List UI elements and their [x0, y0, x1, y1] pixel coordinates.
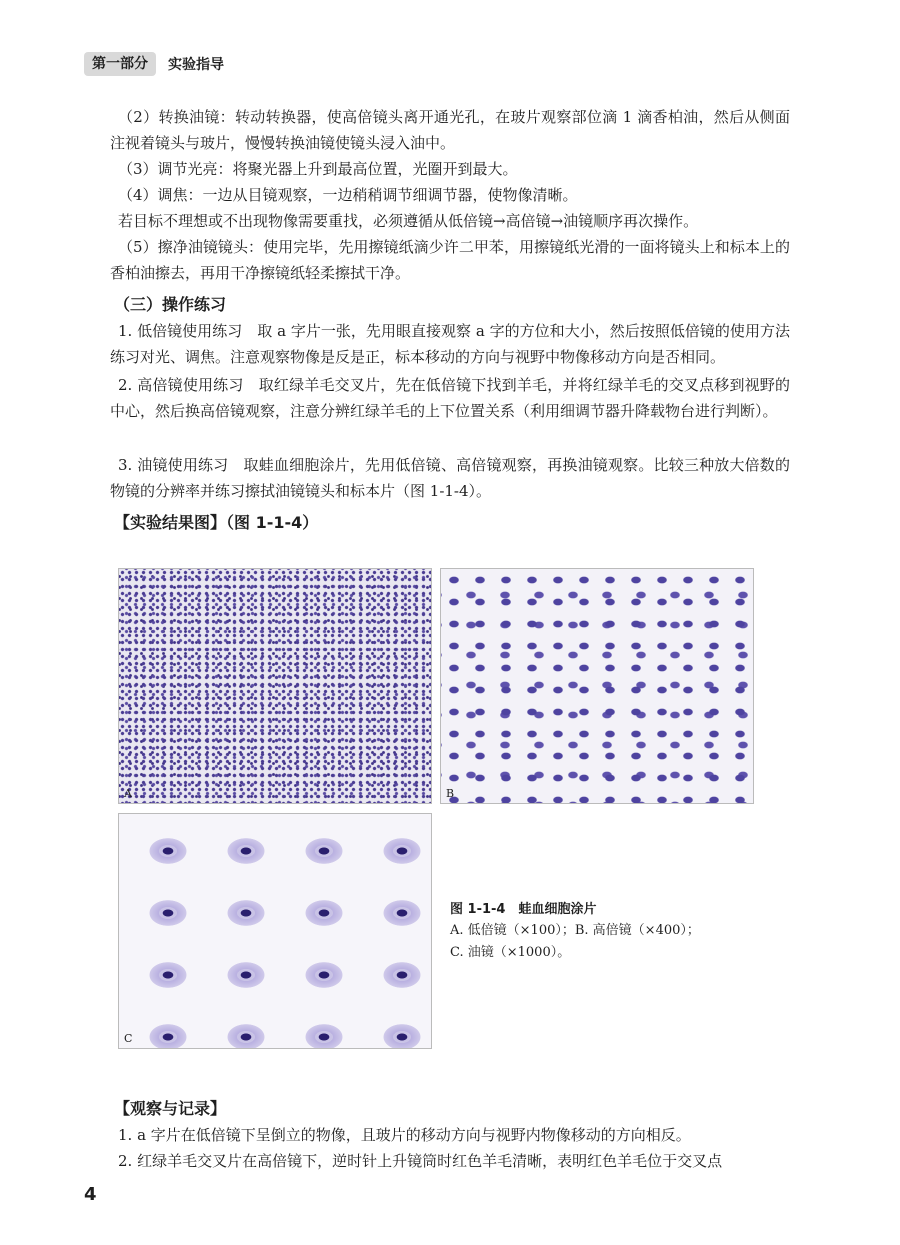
observation-heading: 【观察与记录】 [114, 1099, 227, 1118]
results-heading: 【实验结果图】（图 1-1-4） [114, 513, 319, 532]
header-part-label: 第一部分 [84, 52, 156, 76]
retry-note-paragraph: 若目标不理想或不出现物像需要重找，必须遵循从低倍镜→高倍镜→油镜顺序再次操作。 [118, 212, 699, 230]
step-2-paragraph: （2）转换油镜：转动转换器，使高倍镜头离开通光孔，在玻片观察部位滴 1 滴香柏油，然后从侧面注视着镜头与玻片，慢慢转换油镜使镜头浸入油中。 [110, 108, 790, 152]
photo-label-b: B [446, 787, 455, 800]
practice-heading: （三）操作练习 [114, 295, 227, 314]
micrograph-low-power [118, 568, 432, 804]
practice-item-2: 2. 高倍镜使用练习 取红绿羊毛交叉片，先在低倍镜下找到羊毛，并将红绿羊毛的交叉点移到视野的中心，然后换高倍镜观察，注意分辨红绿羊毛的上下位置关系（利用细调节器升降载物台进行判断）。 [110, 376, 790, 420]
practice-item-3: 3. 油镜使用练习 取蛙血细胞涂片，先用低倍镜、高倍镜观察，再换油镜观察。比较三种放大倍数的物镜的分辨率并练习擦拭油镜镜头和标本片（图 1-1-4）。 [110, 456, 790, 500]
header-title: 实验指导 [168, 57, 224, 73]
micrograph-high-power [440, 568, 754, 804]
step-5-paragraph: （5）擦净油镜镜头：使用完毕，先用擦镜纸滴少许二甲苯，用擦镜纸光滑的一面将镜头上和标本上的香柏油擦去，再用干净擦镜纸轻柔擦拭干净。 [110, 238, 790, 282]
photo-label-c: C [124, 1032, 133, 1045]
observation-item-2: 2. 红绿羊毛交叉片在高倍镜下，逆时针上升镜筒时红色羊毛清晰，表明红色羊毛位于交叉点 [118, 1152, 723, 1170]
observation-item-1: 1. a 字片在低倍镜下呈倒立的物像，且玻片的移动方向与视野内物像移动的方向相反。 [118, 1126, 691, 1144]
figure-caption-title: 图 1-1-4 蛙血细胞涂片 [450, 902, 597, 917]
figure-caption-line-1: A. 低倍镜（×100）；B. 高倍镜（×400）； [450, 923, 700, 938]
running-header [84, 50, 224, 78]
step-4-paragraph: （4）调焦：一边从目镜观察，一边稍稍调节细调节器，使物像清晰。 [118, 186, 578, 204]
figure-caption-body [450, 920, 750, 964]
page-number: 4 [84, 1184, 97, 1205]
step-3-paragraph: （3）调节光亮：将聚光器上升到最高位置，光圈开到最大。 [118, 160, 518, 178]
photo-label-a: A [124, 787, 132, 800]
micrograph-oil-immersion [118, 813, 432, 1049]
practice-item-1: 1. 低倍镜使用练习 取 a 字片一张，先用眼直接观察 a 字的方位和大小，然后按照低倍镜的使用方法练习对光、调焦。注意观察物像是反是正，标本移动的方向与视野中物像移动方向是否相同。 [110, 322, 790, 366]
figure-caption-line-2: C. 油镜（×1000）。 [450, 945, 571, 960]
